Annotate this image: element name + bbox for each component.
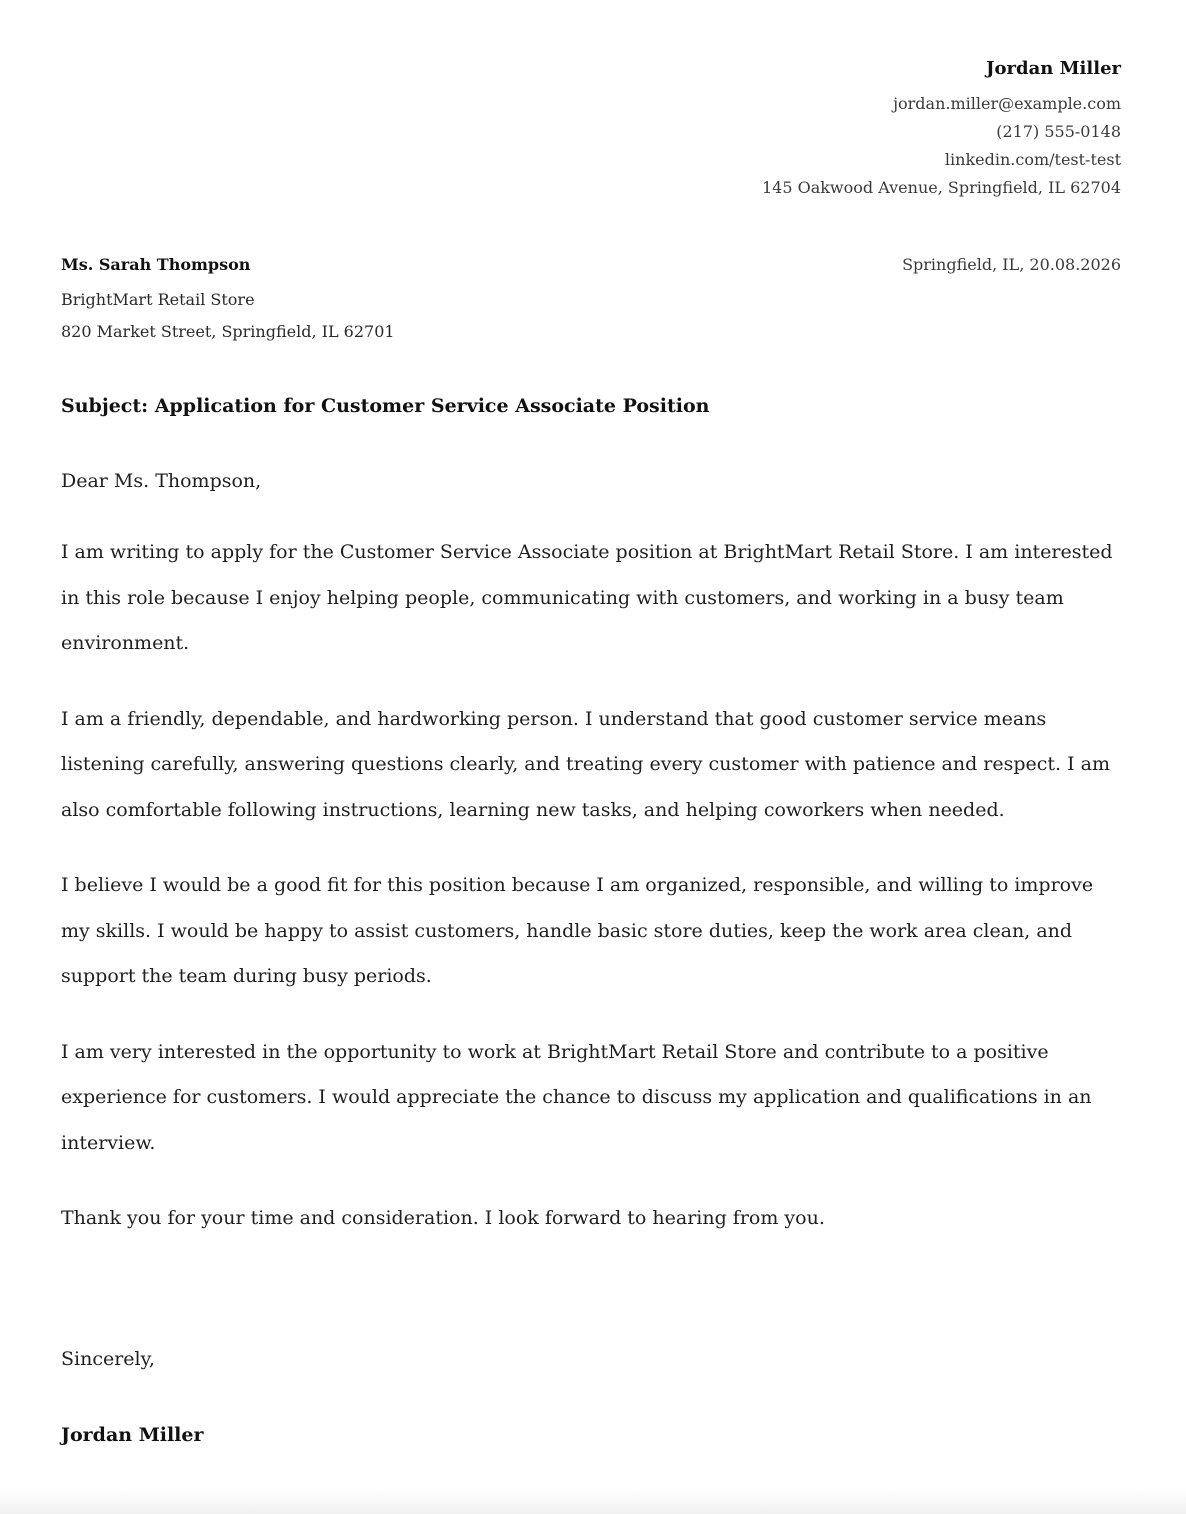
- sender-linkedin: linkedin.com/test-test: [944, 150, 1121, 169]
- closing: Sincerely,: [61, 1348, 155, 1370]
- subject-line: Subject: Application for Customer Service Associate Position: [61, 395, 710, 417]
- recipient-name: Ms. Sarah Thompson: [61, 255, 251, 274]
- page-bottom-edge: [0, 1488, 1186, 1514]
- recipient-block: [61, 252, 395, 348]
- signature-name: Jordan Miller: [61, 1424, 204, 1446]
- body-paragraph: I am very interested in the opportunity to work at BrightMart Retail Store and contribute to a positive experience for customers. I would appreciate the chance to discuss my application and qualifications in an interview.: [61, 1040, 1092, 1154]
- recipient-address: 820 Market Street, Springfield, IL 62701: [61, 322, 395, 341]
- body-paragraph: I am writing to apply for the Customer Service Associate position at BrightMart Retail Store. I am interested in this role because I enjoy helping people, communicating with customers, and working in a busy team environment.: [61, 541, 1113, 654]
- body-paragraph: I am a friendly, dependable, and hardworking person. I understand that good customer service means listening carefully, answering questions clearly, and treating every customer with patience and respect. I am also comfortable following instructions, learning new tasks, and helping coworkers when needed.: [61, 707, 1110, 821]
- salutation: Dear Ms. Thompson,: [61, 470, 262, 492]
- place-date: Springfield, IL, 20.08.2026: [902, 255, 1121, 274]
- sender-phone: (217) 555-0148: [996, 122, 1121, 141]
- body-paragraph: Thank you for your time and consideration. I look forward to hearing from you.: [61, 1207, 825, 1229]
- body-paragraph: I believe I would be a good fit for this position because I am organized, responsible, and willing to improve my skills. I would be happy to assist customers, handle basic store duties, keep the work area clean, and support the team during busy periods.: [61, 874, 1094, 987]
- letter-body: [61, 530, 1123, 1272]
- sender-address: 145 Oakwood Avenue, Springfield, IL 62704: [761, 178, 1121, 197]
- sender-email: jordan.miller@example.com: [893, 94, 1121, 113]
- sender-name: Jordan Miller: [986, 58, 1121, 79]
- sender-block: [762, 56, 1121, 202]
- recipient-company: BrightMart Retail Store: [61, 290, 255, 309]
